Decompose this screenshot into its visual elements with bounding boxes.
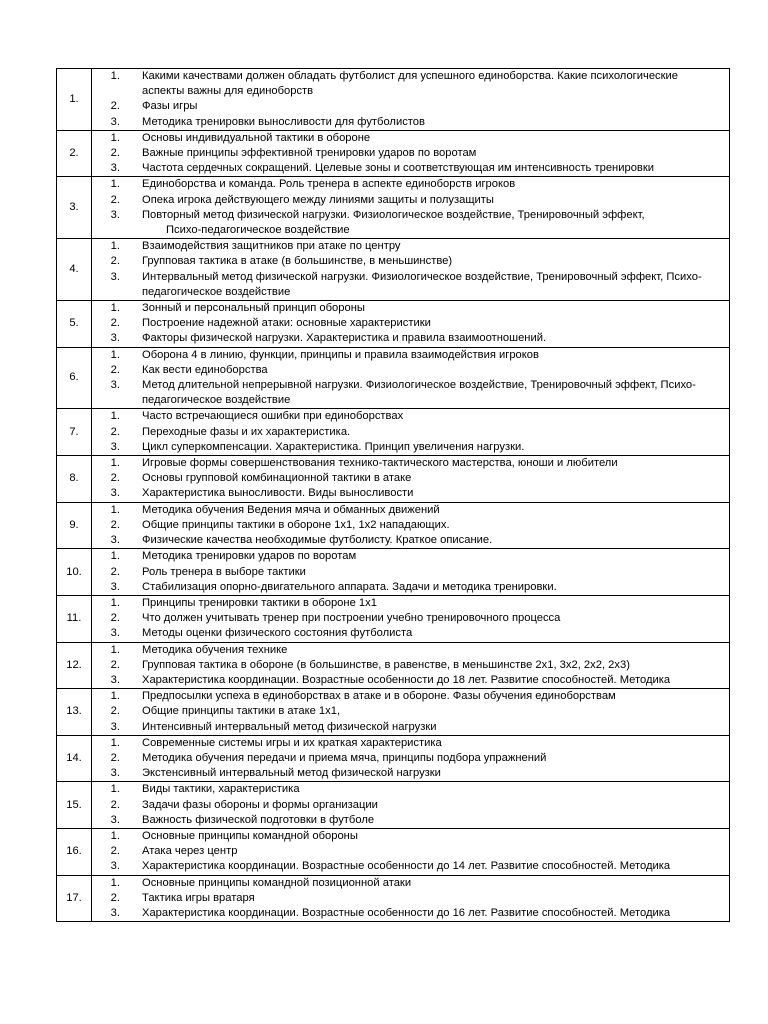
ticket-number: 6. (57, 347, 92, 409)
question-text-line: Какими качествами должен обладать футболист для успешного единоборства. Какие психологические (142, 70, 679, 82)
question-text (120, 906, 729, 921)
ticket-number: 3. (57, 177, 92, 239)
question-item (92, 486, 729, 501)
ticket-questions (92, 595, 730, 642)
question-item (92, 891, 729, 906)
question-text (120, 177, 729, 192)
ticket-questions (92, 828, 730, 875)
question-item (92, 673, 729, 688)
ticket-questions (92, 689, 730, 736)
question-number: 3. (110, 906, 120, 919)
question-text-line: Методика тренировки ударов по воротам (142, 550, 357, 563)
question-number: 1. (110, 643, 120, 656)
question-list (92, 239, 729, 300)
question-text (120, 316, 729, 331)
question-number: 2. (110, 317, 120, 330)
questions-table (56, 68, 730, 922)
question-text (120, 766, 729, 781)
question-number: 2. (110, 845, 120, 858)
ticket-questions (92, 456, 730, 503)
question-item (92, 782, 729, 797)
ticket-questions (92, 409, 730, 456)
question-number: 3. (110, 379, 120, 392)
ticket-questions (92, 347, 730, 409)
question-text-line: Оборона 4 в линию, функции, принципы и правила взаимодействия игроков (142, 348, 539, 361)
question-item (92, 518, 729, 533)
ticket-questions (92, 239, 730, 301)
ticket-row (57, 875, 730, 922)
question-list (92, 596, 729, 642)
question-list (92, 456, 729, 502)
question-text (120, 736, 729, 751)
question-number: 1. (110, 596, 120, 609)
question-text (120, 798, 729, 813)
question-text-line: Общие принципы тактики в обороне 1х1, 1х2 нападающих. (142, 518, 450, 531)
question-text-line: Методика обучения технике (142, 643, 288, 656)
question-item (92, 643, 729, 658)
question-item (92, 859, 729, 874)
ticket-number: 12. (57, 642, 92, 689)
question-list (92, 348, 729, 409)
question-item (92, 533, 729, 548)
question-text (120, 99, 729, 114)
question-text (120, 348, 729, 363)
question-number: 2. (110, 100, 120, 113)
question-text-line: Основы групповой комбинационной тактики в атаке (142, 472, 412, 485)
question-text (120, 115, 729, 130)
question-text (120, 876, 729, 891)
question-list (92, 689, 729, 735)
question-text-line: Современные системы игры и их краткая характеристика (142, 736, 442, 749)
question-text (120, 456, 729, 471)
question-text-line: Виды тактики, характеристика (142, 783, 300, 796)
ticket-row (57, 782, 730, 829)
question-number: 1. (110, 410, 120, 423)
question-text (120, 239, 729, 254)
question-text (120, 254, 729, 269)
question-text-line: педагогическое воздействие (142, 394, 291, 407)
question-text (120, 270, 729, 300)
question-item (92, 471, 729, 486)
question-text-line: Частота сердечных сокращений. Целевые зоны и соответствующая им интенсивность тренировки (142, 162, 654, 175)
question-text-line: Как вести единоборства (142, 363, 268, 376)
question-number: 3. (110, 813, 120, 826)
ticket-row (57, 177, 730, 239)
question-item (92, 565, 729, 580)
question-text (120, 844, 729, 859)
question-number: 1. (110, 348, 120, 361)
question-list (92, 503, 729, 549)
question-number: 2. (110, 425, 120, 438)
ticket-row (57, 239, 730, 301)
question-number: 2. (110, 363, 120, 376)
question-text (120, 565, 729, 580)
question-text (120, 363, 729, 378)
question-text (120, 859, 729, 874)
question-item (92, 829, 729, 844)
question-item (92, 906, 729, 921)
ticket-number: 13. (57, 689, 92, 736)
question-item (92, 193, 729, 208)
question-text-line: Что должен учитывать тренер при построении учебно тренировочного процесса (142, 612, 561, 625)
question-text (120, 69, 729, 99)
ticket-number: 8. (57, 456, 92, 503)
question-list (92, 131, 729, 177)
ticket-questions (92, 502, 730, 549)
question-text (120, 331, 729, 346)
question-number: 1. (110, 70, 120, 82)
question-text-line: аспекты важны для единоборств (142, 85, 314, 98)
question-number: 3. (110, 332, 120, 345)
question-text-line: Фазы игры (142, 100, 198, 113)
question-text-line: Принципы тренировки тактики в обороне 1х1 (142, 596, 377, 609)
question-text-line: Методика тренировки выносливости для футболистов (142, 115, 425, 128)
question-number: 1. (110, 690, 120, 703)
question-item (92, 363, 729, 378)
question-text (120, 596, 729, 611)
question-text-line: Методы оценки физического состояния футболиста (142, 627, 413, 640)
question-item (92, 239, 729, 254)
question-number: 1. (110, 829, 120, 842)
question-item (92, 409, 729, 424)
question-text (120, 611, 729, 626)
question-text-line: Стабилизация опорно-двигательного аппарата. Задачи и методика тренировки. (142, 580, 557, 593)
question-text (120, 533, 729, 548)
question-number: 3. (110, 627, 120, 640)
question-number: 3. (110, 534, 120, 547)
ticket-number: 7. (57, 409, 92, 456)
ticket-row (57, 347, 730, 409)
question-text (120, 208, 729, 238)
question-text (120, 643, 729, 658)
question-item (92, 99, 729, 114)
question-text-line: Основные принципы командной обороны (142, 829, 358, 842)
question-number: 1. (110, 550, 120, 563)
question-item (92, 503, 729, 518)
question-text (120, 891, 729, 906)
question-text (120, 440, 729, 455)
question-text (120, 782, 729, 797)
question-text-line: Игровые формы совершенствования технико-тактического мастерства, юноши и любители (142, 457, 618, 470)
question-item (92, 876, 729, 891)
question-number: 2. (110, 705, 120, 718)
question-text-line: Опека игрока действующего между линиями защиты и полузащиты (142, 193, 494, 206)
ticket-number: 5. (57, 301, 92, 348)
question-text-line: Характеристика координации. Возрастные особенности до 14 лет. Развитие способностей. Методика (142, 860, 671, 873)
question-item (92, 146, 729, 161)
ticket-questions (92, 549, 730, 596)
question-number: 2. (110, 193, 120, 206)
ticket-row (57, 689, 730, 736)
question-text-line: Взаимодействия защитников при атаке по центру (142, 240, 401, 253)
question-item (92, 69, 729, 99)
question-text-line: педагогическое воздействие (142, 285, 291, 298)
question-list (92, 409, 729, 455)
question-text (120, 689, 729, 704)
ticket-row (57, 456, 730, 503)
question-text-line: Характеристика координации. Возрастные особенности до 16 лет. Развитие способностей. Методика (142, 906, 671, 919)
question-text-line: Переходные фазы и их характеристика. (142, 425, 351, 438)
question-text-line: Зонный и персональный принцип обороны (142, 302, 365, 315)
ticket-questions (92, 782, 730, 829)
question-item (92, 425, 729, 440)
question-number: 1. (110, 783, 120, 796)
question-number: 3. (110, 270, 120, 283)
question-number: 1. (110, 131, 120, 144)
question-text (120, 161, 729, 176)
question-text (120, 580, 729, 595)
ticket-questions (92, 130, 730, 177)
question-list (92, 736, 729, 782)
question-text (120, 626, 729, 641)
question-number: 1. (110, 302, 120, 315)
question-number: 3. (110, 208, 120, 221)
question-number: 3. (110, 720, 120, 733)
question-text-line: Основные принципы командной позиционной атаки (142, 876, 412, 889)
question-item (92, 161, 729, 176)
question-text-line: Часто встречающиеся ошибки при единоборствах (142, 410, 404, 423)
question-item (92, 177, 729, 192)
question-text-line: Основы индивидуальной тактики в обороне (142, 131, 371, 144)
question-item (92, 813, 729, 828)
question-number: 2. (110, 472, 120, 485)
question-text (120, 193, 729, 208)
ticket-row (57, 595, 730, 642)
question-list (92, 829, 729, 875)
question-item (92, 208, 729, 238)
question-item (92, 115, 729, 130)
question-number: 1. (110, 178, 120, 191)
question-text-line: Атака через центр (142, 845, 238, 858)
question-item (92, 611, 729, 626)
question-text-line: Групповая тактика в атаке (в большинстве, в меньшинстве) (142, 255, 453, 268)
question-text (120, 673, 729, 688)
question-text (120, 813, 729, 828)
question-number: 2. (110, 255, 120, 268)
question-number: 2. (110, 565, 120, 578)
question-text (120, 131, 729, 146)
question-list (92, 69, 729, 130)
question-list (92, 782, 729, 828)
question-list (92, 643, 729, 689)
question-text-line: Построение надежной атаки: основные характеристики (142, 317, 431, 330)
question-text-line: Цикл суперкомпенсации. Характеристика. Принцип увеличения нагрузки. (142, 440, 525, 453)
question-text (120, 486, 729, 501)
question-item (92, 301, 729, 316)
question-text-line: Метод длительной непрерывной нагрузки. Физиологическое воздействие, Тренировочный эффект, Психо- (142, 379, 696, 392)
ticket-number: 17. (57, 875, 92, 922)
ticket-number: 15. (57, 782, 92, 829)
question-item (92, 270, 729, 300)
question-item (92, 549, 729, 564)
ticket-row (57, 642, 730, 689)
question-item (92, 751, 729, 766)
question-number: 2. (110, 612, 120, 625)
question-number: 3. (110, 860, 120, 873)
question-number: 3. (110, 767, 120, 780)
question-text (120, 518, 729, 533)
question-text (120, 146, 729, 161)
ticket-questions (92, 642, 730, 689)
question-number: 1. (110, 876, 120, 889)
question-text-line: Экстенсивный интервальный метод физической нагрузки (142, 767, 441, 780)
question-number: 3. (110, 673, 120, 686)
question-number: 2. (110, 891, 120, 904)
ticket-row (57, 735, 730, 782)
question-text-line: Повторный метод физической нагрузки. Физиологическое воздействие, Тренировочный эффект, (142, 208, 645, 221)
question-list (92, 549, 729, 595)
question-text (120, 409, 729, 424)
question-item (92, 720, 729, 735)
question-number: 3. (110, 162, 120, 175)
question-text (120, 549, 729, 564)
question-text (120, 658, 729, 673)
question-number: 1. (110, 736, 120, 749)
question-text (120, 704, 729, 719)
question-text-line: Психо-педагогическое воздействие (166, 224, 350, 237)
ticket-number: 14. (57, 735, 92, 782)
question-list (92, 301, 729, 347)
question-item (92, 658, 729, 673)
question-item (92, 798, 729, 813)
question-item (92, 348, 729, 363)
question-item (92, 331, 729, 346)
question-number: 2. (110, 518, 120, 531)
question-item (92, 704, 729, 719)
ticket-questions (92, 69, 730, 131)
ticket-row (57, 130, 730, 177)
question-number: 1. (110, 457, 120, 470)
question-number: 1. (110, 240, 120, 253)
ticket-questions (92, 875, 730, 922)
question-list (92, 177, 729, 238)
question-number: 2. (110, 147, 120, 160)
question-text-line: Важные принципы эффективной тренировки ударов по воротам (142, 147, 477, 160)
question-text-line: Факторы физической нагрузки. Характеристика и правила взаимоотношений. (142, 332, 547, 345)
question-item (92, 736, 729, 751)
question-text (120, 378, 729, 408)
ticket-number: 1. (57, 69, 92, 131)
question-text-line: Характеристика координации. Возрастные особенности до 18 лет. Развитие способностей. Методика (142, 673, 671, 686)
question-item (92, 456, 729, 471)
question-text-line: Характеристика выносливости. Виды выносливости (142, 487, 414, 500)
question-item (92, 378, 729, 408)
question-text-line: Интенсивный интервальный метод физической нагрузки (142, 720, 437, 733)
question-text-line: Роль тренера в выборе тактики (142, 565, 306, 578)
ticket-number: 9. (57, 502, 92, 549)
ticket-questions (92, 735, 730, 782)
question-item (92, 254, 729, 269)
question-number: 3. (110, 487, 120, 500)
ticket-questions (92, 301, 730, 348)
ticket-row (57, 549, 730, 596)
question-item (92, 596, 729, 611)
question-text-line: Тактика игры вратаря (142, 891, 255, 904)
question-text-line: Групповая тактика в обороне (в большинстве, в равенстве, в меньшинстве 2х1, 3х2, 2х2, 2х3) (142, 658, 630, 671)
ticket-row (57, 409, 730, 456)
ticket-row (57, 69, 730, 131)
question-item (92, 689, 729, 704)
question-text (120, 720, 729, 735)
ticket-number: 16. (57, 828, 92, 875)
question-list (92, 876, 729, 922)
question-text-line: Предпосылки успеха в единоборствах в атаке и в обороне. Фазы обучения единоборствам (142, 690, 616, 703)
question-number: 3. (110, 115, 120, 128)
question-number: 3. (110, 440, 120, 453)
question-text (120, 751, 729, 766)
question-text-line: Физические качества необходимые футболисту. Краткое описание. (142, 534, 493, 547)
question-item (92, 626, 729, 641)
question-text-line: Единоборства и команда. Роль тренера в аспекте единоборств игроков (142, 178, 516, 191)
question-text (120, 503, 729, 518)
questions-table-body (57, 69, 730, 922)
question-text-line: Интервальный метод физической нагрузки. Физиологическое воздействие, Тренировочный эффект, Психо- (142, 270, 702, 283)
ticket-number: 2. (57, 130, 92, 177)
question-item (92, 844, 729, 859)
question-text-line: Методика обучения Ведения мяча и обманных движений (142, 503, 440, 516)
question-text (120, 829, 729, 844)
question-item (92, 316, 729, 331)
ticket-row (57, 502, 730, 549)
ticket-number: 11. (57, 595, 92, 642)
question-text-line: Методика обучения передачи и приема мяча, принципы подбора упражнений (142, 751, 547, 764)
question-text-line: Задачи фазы обороны и формы организации (142, 798, 378, 811)
question-number: 2. (110, 658, 120, 671)
question-item (92, 131, 729, 146)
ticket-row (57, 828, 730, 875)
question-text (120, 425, 729, 440)
question-number: 3. (110, 580, 120, 593)
question-item (92, 766, 729, 781)
question-number: 2. (110, 751, 120, 764)
ticket-row (57, 301, 730, 348)
document-page (56, 68, 730, 922)
question-number: 1. (110, 503, 120, 516)
ticket-questions (92, 177, 730, 239)
question-item (92, 580, 729, 595)
ticket-number: 10. (57, 549, 92, 596)
question-number: 2. (110, 798, 120, 811)
question-text-line: Общие принципы тактики в атаке 1х1, (142, 705, 341, 718)
question-item (92, 440, 729, 455)
question-text (120, 301, 729, 316)
question-text (120, 471, 729, 486)
question-text-line: Важность физической подготовки в футболе (142, 813, 375, 826)
ticket-number: 4. (57, 239, 92, 301)
